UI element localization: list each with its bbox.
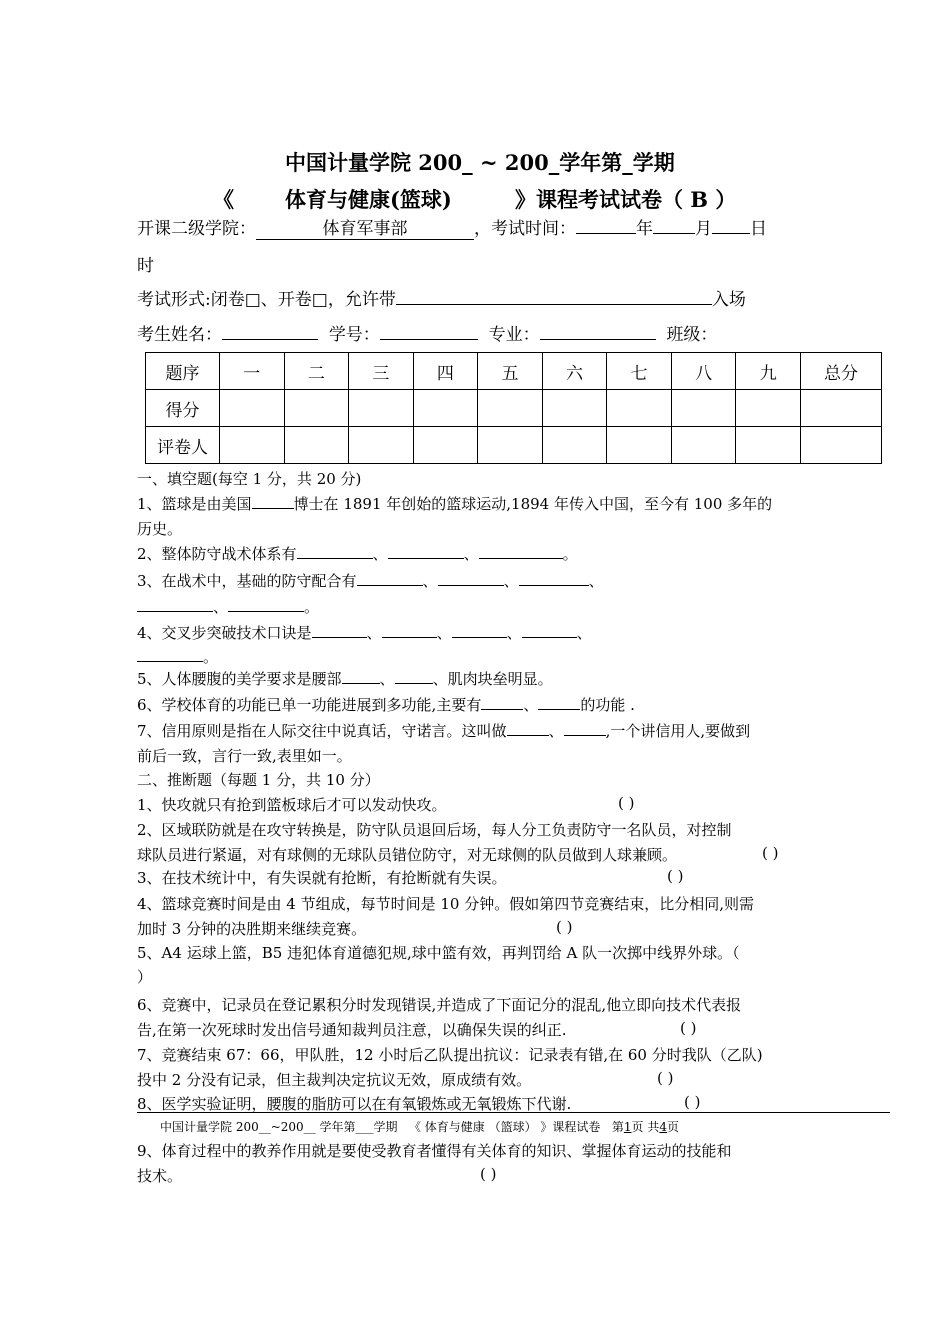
th-1: 一 [220, 353, 285, 390]
blank [137, 596, 213, 612]
name-label: 考生姓名： [137, 325, 222, 345]
answer-paren[interactable]: ( ) [657, 1069, 674, 1087]
score-cell [284, 390, 349, 427]
s1-q5: 5、人体腰腹的美学要求是腰部 、 、肌肉块垒明显。 [137, 670, 553, 688]
score-cell [542, 390, 607, 427]
blank [395, 668, 433, 684]
s1-q7-line1: 7、信用原则是指在人际交往中说真话，守诺言。这叫做 、 ,一个讲信用人,要做到 [137, 722, 751, 740]
title-bracket-left: 《 [213, 187, 234, 212]
course-name: 体育与健康(篮球) [285, 187, 452, 212]
s2-q5-paren[interactable]: ） [137, 968, 153, 986]
s1-q2: 2、整体防守战术体系有 、 、 。 [137, 545, 578, 563]
blank [452, 622, 507, 638]
score-row-label: 得分 [146, 390, 220, 427]
score-cell [220, 390, 285, 427]
grader-cell [607, 427, 672, 464]
id-label: 学号： [328, 325, 380, 345]
score-table [145, 352, 882, 464]
th-3: 三 [349, 353, 414, 390]
class-label: 班级： [666, 325, 718, 345]
s1-q3-line1: 3、在战术中，基础的防守配合有 、 、 、 [137, 572, 604, 590]
score-cell [478, 390, 543, 427]
s2-q6-line1: 6、竞赛中，记录员在登记累积分时发现错误,并造成了下面记分的混乱,他立即向技术代表报 [137, 996, 742, 1014]
college-value: 体育军事部 [256, 214, 474, 240]
s1-q4-line2: 。 [137, 646, 218, 667]
college-line [137, 214, 767, 240]
grader-row-label: 评卷人 [146, 427, 220, 464]
answer-paren[interactable]: ( ) [618, 794, 635, 812]
blank [519, 570, 589, 586]
score-cell [671, 390, 736, 427]
grader-cell [284, 427, 349, 464]
blank [522, 622, 577, 638]
th-5: 五 [478, 353, 543, 390]
year-label: 年 [636, 219, 653, 239]
th-6: 六 [542, 353, 607, 390]
blank [388, 543, 464, 559]
allowed-items-blank [396, 289, 712, 305]
footer-page-number: 1 [623, 1120, 632, 1134]
s2-q8: 8、医学实验证明，腰腹的脂肪可以在有氧锻炼或无氧锻炼下代谢. [137, 1095, 572, 1113]
title-bracket-right: 》课程考试试卷（ B ） [515, 187, 737, 212]
answer-paren[interactable]: ( ) [667, 867, 684, 885]
s1-q1-line1: 1、篮球是由美国 博士在 1891 年创始的篮球运动,1894 年传入中国，至今有 100 多年的 [137, 495, 773, 513]
exam-form-label: 考试形式:闭卷□、开卷□，允许带 [137, 290, 396, 310]
major-label: 专业： [488, 325, 540, 345]
score-cell [736, 390, 801, 427]
s2-q9-line1: 9、体育过程中的教养作用就是要使受教育者懂得有关体育的知识、掌握体育运动的技能和 [137, 1142, 732, 1160]
th-9: 九 [736, 353, 801, 390]
th-7: 七 [607, 353, 672, 390]
exam-form-line [137, 285, 746, 310]
score-cell [801, 390, 882, 427]
grader-cell [349, 427, 414, 464]
grader-cell [671, 427, 736, 464]
s1-q7-line2: 前后一致，言行一致,表里如一。 [137, 747, 352, 765]
month-label: 月 [695, 219, 712, 239]
answer-paren[interactable]: ( ) [684, 1093, 701, 1111]
footer-course: 《 体育与健康 （篮球） 》课程试卷 [408, 1120, 601, 1134]
blank [438, 570, 504, 586]
footer-page-total: 4 [659, 1120, 667, 1134]
blank [507, 720, 549, 736]
s2-q7-line1: 7、竞赛结束 67：66，甲队胜，12 小时后乙队提出抗议：记录表有错,在 60 分时我队（乙队) [137, 1046, 763, 1064]
s1-q4-line1: 4、交叉步突破技术口诀是 、 、 、 、 [137, 624, 592, 642]
blank [479, 543, 563, 559]
s2-q2-line2: 球队员进行紧逼，对有球侧的无球队员错位防守，对无球侧的队员做到人球兼顾。 [137, 846, 678, 864]
student-info-line [137, 320, 717, 345]
answer-paren[interactable]: ( ) [556, 918, 573, 936]
score-cell [349, 390, 414, 427]
exam-title: 中国计量学院 200_ ~ 200_学年第_学期 [285, 150, 675, 175]
s2-q6-line2: 告,在第一次死球时发出信号通知裁判员注意，以确保失误的纠正. [137, 1021, 567, 1039]
score-cell [607, 390, 672, 427]
grader-row [146, 427, 882, 464]
blank [342, 668, 380, 684]
blank [252, 493, 294, 509]
th-total: 总分 [801, 353, 882, 390]
major-blank [540, 324, 656, 340]
blank [297, 543, 373, 559]
blank [228, 596, 304, 612]
month-blank [653, 218, 695, 234]
grader-cell [736, 427, 801, 464]
s2-q4-line2: 加时 3 分钟的决胜期来继续竞赛。 [137, 920, 367, 938]
hour-label: 时 [137, 256, 154, 276]
footer-divider [137, 1112, 890, 1113]
footer-page-prefix: 第 [611, 1120, 624, 1134]
s2-q2-line1: 2、区域联防就是在攻守转换是，防守队员退回后场，每人分工负责防守一名队员，对控制 [137, 821, 732, 839]
s1-q1-line2: 历史。 [137, 520, 183, 538]
blank [312, 622, 367, 638]
s2-q9-line2: 技术。 [137, 1167, 183, 1185]
college-label: 开课二级学院： [137, 219, 256, 239]
answer-paren[interactable]: ( ) [680, 1019, 697, 1037]
s2-q1: 1、快攻就只有抢到篮板球后才可以发动快攻。 [137, 796, 447, 814]
section1-title: 一、填空题(每空 1 分，共 20 分) [137, 470, 362, 488]
s2-q4-line1: 4、篮球竞赛时间是由 4 节组成，每节时间是 10 分钟。假如第四节竞赛结束，比分相同,则需 [137, 895, 755, 913]
blank [137, 646, 203, 662]
name-blank [222, 324, 318, 340]
blank [357, 570, 423, 586]
th-order: 题序 [146, 353, 220, 390]
score-row [146, 390, 882, 427]
answer-paren[interactable]: ( ) [480, 1165, 497, 1183]
score-table-header-row [146, 353, 882, 390]
footer-page-mid: 页 共 [631, 1120, 660, 1134]
s2-q7-line2: 投中 2 分没有记录，但主裁判决定抗议无效，原成绩有效。 [137, 1071, 532, 1089]
s1-q3-line2: 、 。 [137, 596, 319, 617]
grader-cell [478, 427, 543, 464]
answer-paren[interactable]: ( ) [762, 844, 779, 862]
blank [564, 720, 606, 736]
grader-cell [220, 427, 285, 464]
blank [481, 694, 523, 710]
footer-term: 中国计量学院 200__~200__ 学年第___学期 [160, 1120, 398, 1134]
s2-q3: 3、在技术统计中，有失误就有抢断，有抢断就有失误。 [137, 869, 507, 887]
th-2: 二 [284, 353, 349, 390]
page-footer [160, 1118, 679, 1135]
th-4: 四 [413, 353, 478, 390]
grader-cell [413, 427, 478, 464]
enter-label: 入场 [711, 290, 746, 310]
footer-page-suffix: 页 [666, 1120, 679, 1134]
id-blank [380, 324, 478, 340]
s1-q6: 6、学校体育的功能已单一功能进展到多功能,主要有 、 的功能 . [137, 696, 635, 714]
blank [538, 694, 580, 710]
grader-cell [542, 427, 607, 464]
exam-time-label: ，考试时间： [474, 219, 576, 239]
blank [382, 622, 437, 638]
th-8: 八 [671, 353, 736, 390]
grader-cell [801, 427, 882, 464]
section2-title: 二、推断题（每题 1 分，共 10 分） [137, 771, 380, 789]
s2-q5-line1: 5、A4 运球上篮，B5 违犯体育道德犯规,球中篮有效，再判罚给 A 队一次掷中线界外球。（ [137, 944, 740, 962]
day-blank [712, 218, 750, 234]
score-cell [413, 390, 478, 427]
year-blank [576, 218, 636, 234]
day-label: 日 [750, 219, 767, 239]
